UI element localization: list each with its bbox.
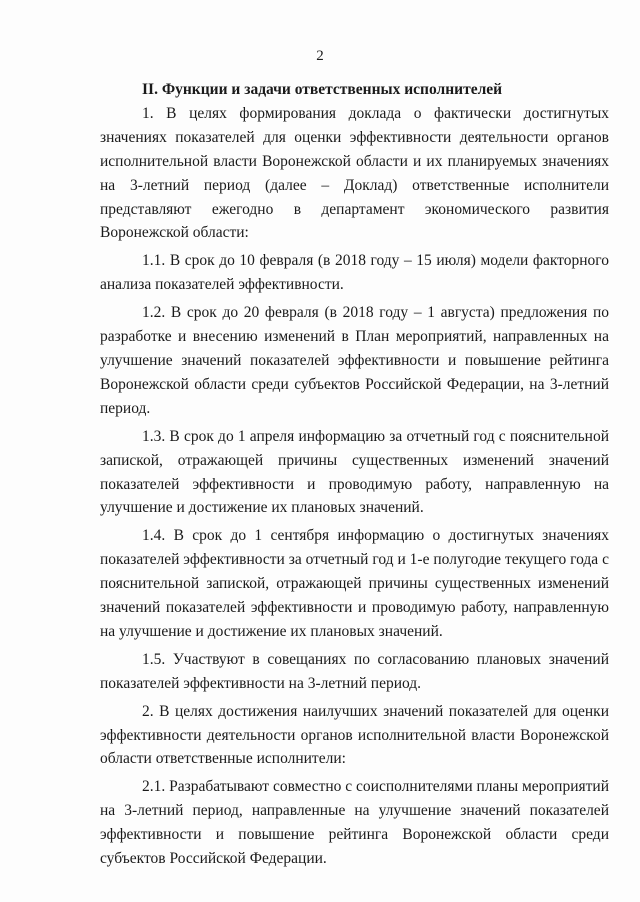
paragraph-1: 1. В целях формирования доклада о фактически достигнутых значениях показателей для оценки эффективности деятельности органов исполнительной власти Воронежской области и их планируемых значениях на 3-летний период (далее – Доклад) ответственные исполнители представляют ежегодно в департамент экономического развития Воронежской области: (100, 104, 609, 242)
paragraph-1-1: 1.1. В срок до 10 февраля (в 2018 году – 15 июля) модели факторного анализа показателей эффективности. (100, 252, 609, 294)
paragraph-2: 2. В целях достижения наилучших значений показателей для оценки эффективности деятельности органов исполнительной власти Воронежской области ответственные исполнители: (100, 702, 609, 768)
page-number: 2 (316, 48, 324, 64)
paragraph-1-4: 1.4. В срок до 1 сентября информацию о достигнутых значениях показателей эффективности за отчетный год и 1-е полугодие текущего года с пояснительной запиской, отражающей причины существенных изменений значений показателей эффективности и проводимую работу, направленную на улучшение и достижение их плановых значений. (100, 527, 609, 640)
paragraph-1-5: 1.5. Участвуют в совещаниях по согласованию плановых значений показателей эффективности на 3-летний период. (100, 650, 609, 692)
paragraph-1-3: 1.3. В срок до 1 апреля информацию за отчетный год с пояснительной запиской, отражающей причины существенных изменений значений показателей эффективности и проводимую работу, направленную на улучшение и достижение их плановых значений. (100, 427, 609, 517)
paragraph-1-2: 1.2. В срок до 20 февраля (в 2018 году – 1 августа) предложения по разработке и внесению изменений в План мероприятий, направленных на улучшение значений показателей эффективности и повышение рейтинга Воронежской области среди субъектов Российской Федерации, на 3-летний период. (100, 304, 609, 417)
document-body (100, 78, 609, 871)
paragraph-2-1: 2.1. Разрабатывают совместно с соисполнителями планы мероприятий на 3-летний период, направленные на улучшение значений показателей эффективности и повышение рейтинга Воронежской области среди субъектов Российской Федерации. (100, 778, 610, 868)
section-heading: II. Функции и задачи ответственных исполнителей (142, 81, 503, 98)
